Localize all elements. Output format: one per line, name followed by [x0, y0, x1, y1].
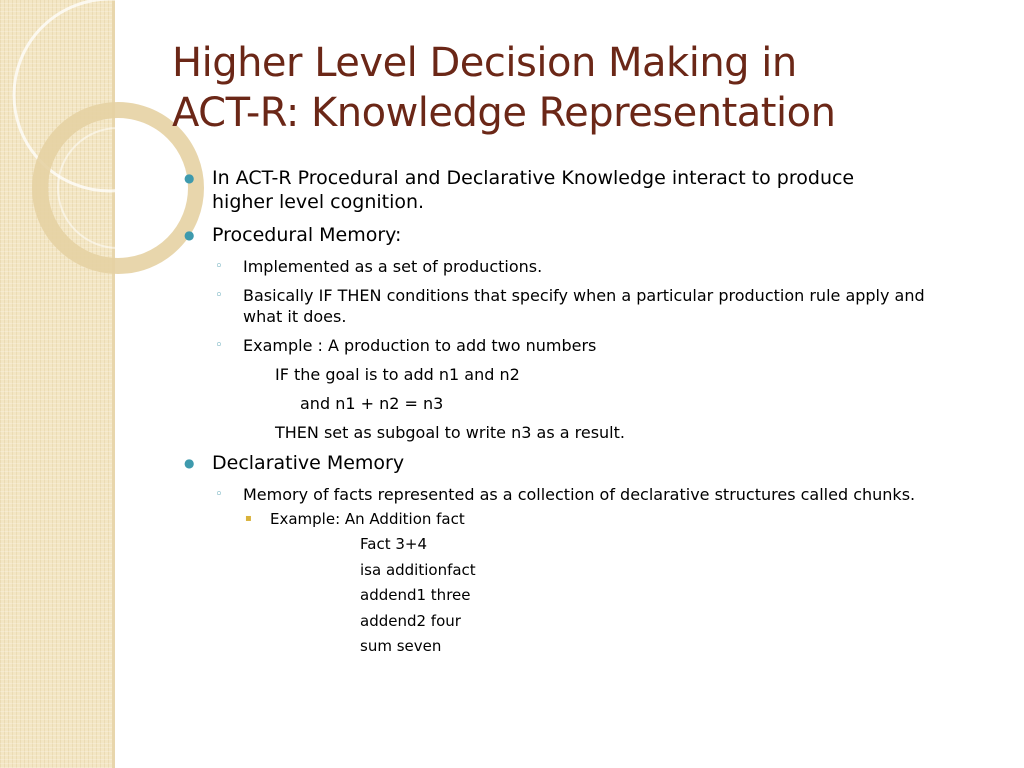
sub-bullet-marker: ◦: [215, 288, 223, 303]
bullet-marker: ●: [184, 228, 195, 242]
fact-line: addend1 three: [360, 586, 471, 604]
procedural-item-if-then-line-2: what it does.: [243, 307, 347, 326]
example-and-line: and n1 + n2 = n3: [300, 394, 444, 413]
fact-line: isa additionfact: [360, 561, 476, 579]
procedural-item-if-then-line-1: Basically IF THEN conditions that specify when a particular production rule apply and: [243, 286, 925, 305]
sub-sub-bullet-marker: ▪: [245, 513, 252, 524]
sub-bullet-marker: ◦: [215, 259, 223, 274]
example-then-line: THEN set as subgoal to write n3 as a result.: [275, 423, 625, 442]
procedural-memory-heading: Procedural Memory:: [212, 224, 402, 246]
intro-text-line-1: In ACT-R Procedural and Declarative Knowledge interact to produce: [212, 167, 855, 189]
intro-text-line-2: higher level cognition.: [212, 191, 425, 213]
declarative-example-heading: Example: An Addition fact: [270, 510, 465, 528]
fact-line: sum seven: [360, 637, 442, 655]
sub-bullet-marker: ◦: [215, 338, 223, 353]
declarative-item-chunks: Memory of facts represented as a collection of declarative structures called chunks.: [243, 485, 916, 504]
slide-title-line-2: ACT-R: Knowledge Representation: [172, 90, 836, 136]
bullet-marker: ●: [184, 171, 195, 185]
fact-line: addend2 four: [360, 612, 461, 630]
declarative-memory-heading: Declarative Memory: [212, 452, 405, 474]
procedural-item-productions: Implemented as a set of productions.: [243, 257, 543, 276]
procedural-item-example: Example : A production to add two numbers: [243, 336, 597, 355]
sub-bullet-marker: ◦: [215, 487, 223, 502]
bullet-marker: ●: [184, 456, 195, 470]
fact-line: Fact 3+4: [360, 535, 427, 553]
slide-title-line-1: Higher Level Decision Making in: [172, 40, 797, 86]
example-if-line: IF the goal is to add n1 and n2: [275, 365, 520, 384]
